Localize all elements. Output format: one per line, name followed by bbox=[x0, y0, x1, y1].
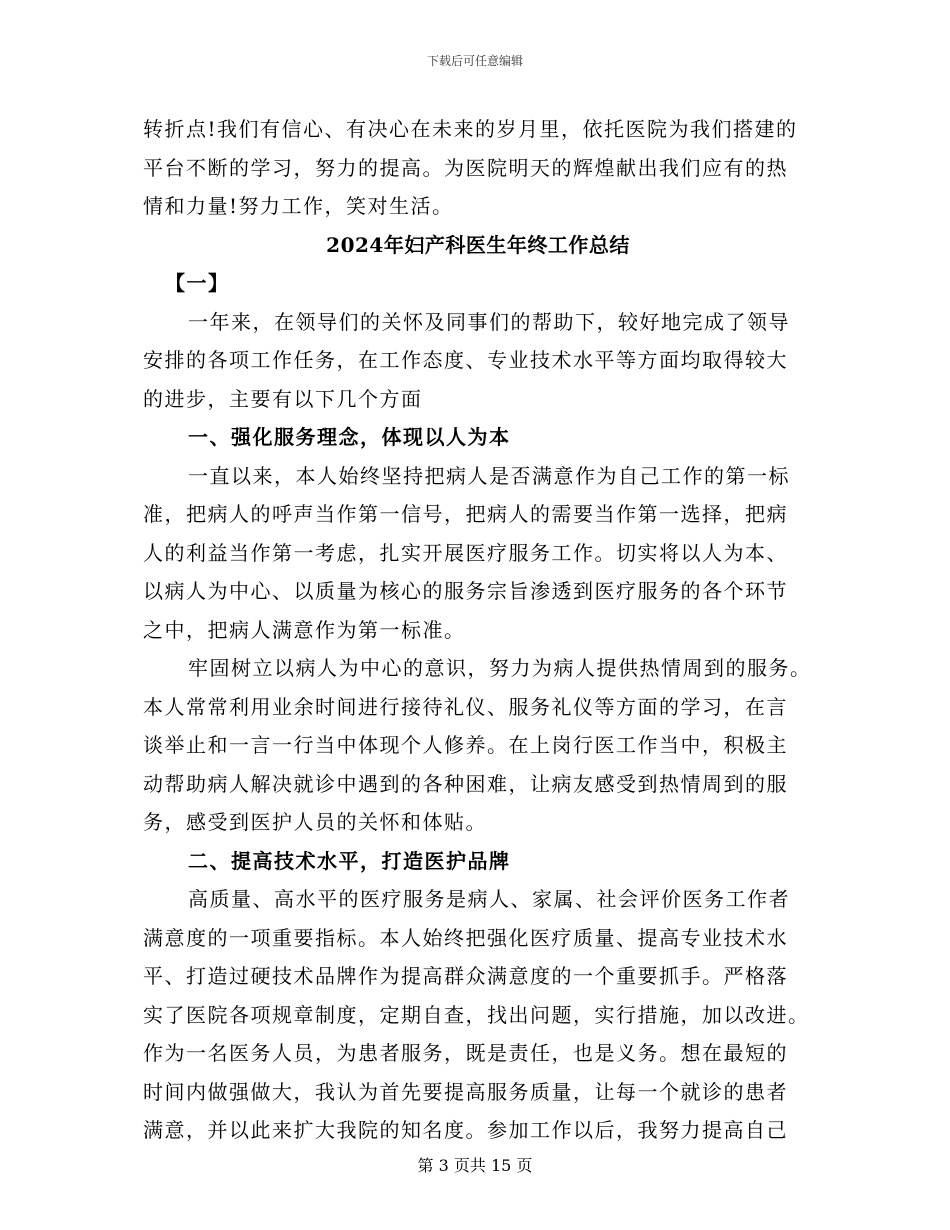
body-line: 牢固树立以病人为中心的意识，努力为病人提供热情周到的服务。 bbox=[188, 656, 812, 680]
body-line: 本人常常利用业余时间进行接待礼仪、服务礼仪等方面的学习，在言 bbox=[143, 694, 788, 719]
body-line: 平台不断的学习，努力的提高。为医院明天的辉煌献出我们应有的热 bbox=[143, 155, 788, 180]
page-footer: 第 3 页共 15 页 bbox=[417, 1156, 533, 1175]
body-line: 满意度的一项重要指标。本人始终把强化医疗质量、提高专业技术水 bbox=[143, 925, 788, 950]
body-line: 时间内做强做大，我认为首先要提高服务质量，让每一个就诊的患者 bbox=[143, 1079, 788, 1104]
body-line: 之中，把病人满意作为第一标准。 bbox=[143, 617, 466, 642]
document-body bbox=[143, 110, 813, 1150]
section-heading-1: 一、强化服务理念，体现以人为本 bbox=[188, 425, 511, 449]
body-line: 平、打造过硬技术品牌作为提高群众满意度的一个重要抓手。严格落 bbox=[143, 964, 788, 988]
body-line: 满意，并以此来扩大我院的知名度。参加工作以后，我努力提高自己 bbox=[143, 1118, 788, 1142]
body-line: 安排的各项工作任务，在工作态度、专业技术水平等方面均取得较大 bbox=[143, 348, 788, 372]
body-line: 的进步，主要有以下几个方面 bbox=[143, 386, 423, 411]
body-line: 实了医院各项规章制度，定期自查，找出问题，实行措施，加以改进。 bbox=[143, 1002, 810, 1027]
body-line: 一直以来，本人始终坚持把病人是否满意作为自己工作的第一标 bbox=[188, 463, 790, 488]
body-line: 以病人为中心、以质量为核心的服务宗旨渗透到医疗服务的各个环节 bbox=[143, 579, 788, 603]
body-line: 情和力量!努力工作，笑对生活。 bbox=[143, 194, 454, 218]
body-line: 务，感受到医护人员的关怀和体贴。 bbox=[143, 810, 487, 834]
section-heading-2: 二、提高技术水平，打造医护品牌 bbox=[188, 848, 511, 873]
body-line: 谈举止和一言一行当中体现个人修养。在上岗行医工作当中，积极主 bbox=[143, 733, 788, 757]
page-header: 下载后可任意编辑 bbox=[426, 54, 523, 68]
body-line: 作为一名医务人员，为患者服务，既是责任，也是义务。想在最短的 bbox=[143, 1041, 788, 1065]
body-line: 一年来，在领导们的关怀及同事们的帮助下，较好地完成了领导 bbox=[188, 309, 790, 334]
document-title: 2024年妇产科医生年终工作总结 bbox=[326, 232, 630, 257]
body-line: 转折点!我们有信心、有决心在未来的岁月里，依托医院为我们搭建的 bbox=[143, 117, 798, 141]
body-line: 准，把病人的呼声当作第一信号，把病人的需要当作第一选择，把病 bbox=[143, 502, 788, 526]
body-line: 人的利益当作第一考虑，扎实开展医疗服务工作。切实将以人为本、 bbox=[143, 540, 788, 565]
part-label: 【一】 bbox=[165, 271, 230, 295]
body-line: 动帮助病人解决就诊中遇到的各种困难，让病友感受到热情周到的服 bbox=[143, 771, 788, 796]
body-line: 高质量、高水平的医疗服务是病人、家属、社会评价医务工作者 bbox=[188, 887, 790, 911]
